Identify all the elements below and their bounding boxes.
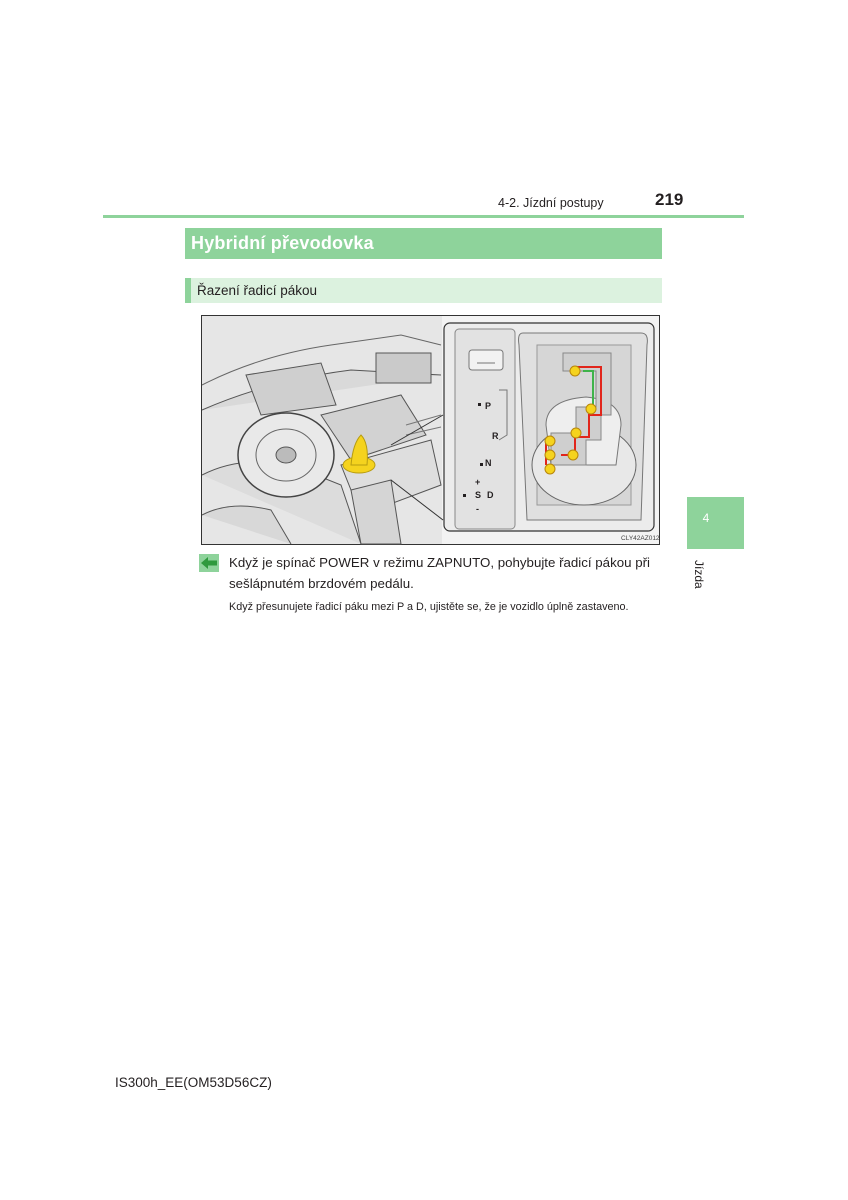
chapter-number: 4 (702, 511, 710, 525)
gate-label-r: R (492, 431, 499, 441)
subsection-title: Řazení řadicí pákou (185, 278, 662, 303)
gate-label-s: S (475, 490, 482, 500)
figure-code: CLY42AZ012 (621, 535, 660, 542)
header-rule (103, 215, 744, 218)
gate-label-minus: - (476, 504, 479, 514)
chapter-label: Jízda (692, 560, 706, 589)
gate-label-plus: + (475, 477, 481, 487)
instruction-text: Když je spínač POWER v režimu ZAPNUTO, pohybujte řadicí pákou při sešlápnutém brzdovém pedálu. (229, 555, 650, 591)
header-section-title: 4-2. Jízdní postupy (498, 196, 604, 210)
car-interior-drawing (202, 316, 443, 544)
arrow-left-icon (199, 554, 219, 572)
section-title: Hybridní převodovka (185, 228, 662, 259)
gate-label-p: P (485, 401, 492, 411)
footer-code: IS300h_EE(OM53D56CZ) (115, 1075, 272, 1090)
chapter-tab (687, 497, 744, 549)
gate-label-n: N (485, 458, 492, 468)
instruction-note: Když přesunujete řadicí páku mezi P a D, ujistěte se, že je vozidlo úplně zastaveno. (229, 601, 629, 613)
shift-lever-illustration (201, 315, 660, 545)
gate-label-d: D (487, 490, 494, 500)
page-number: 219 (655, 190, 684, 209)
